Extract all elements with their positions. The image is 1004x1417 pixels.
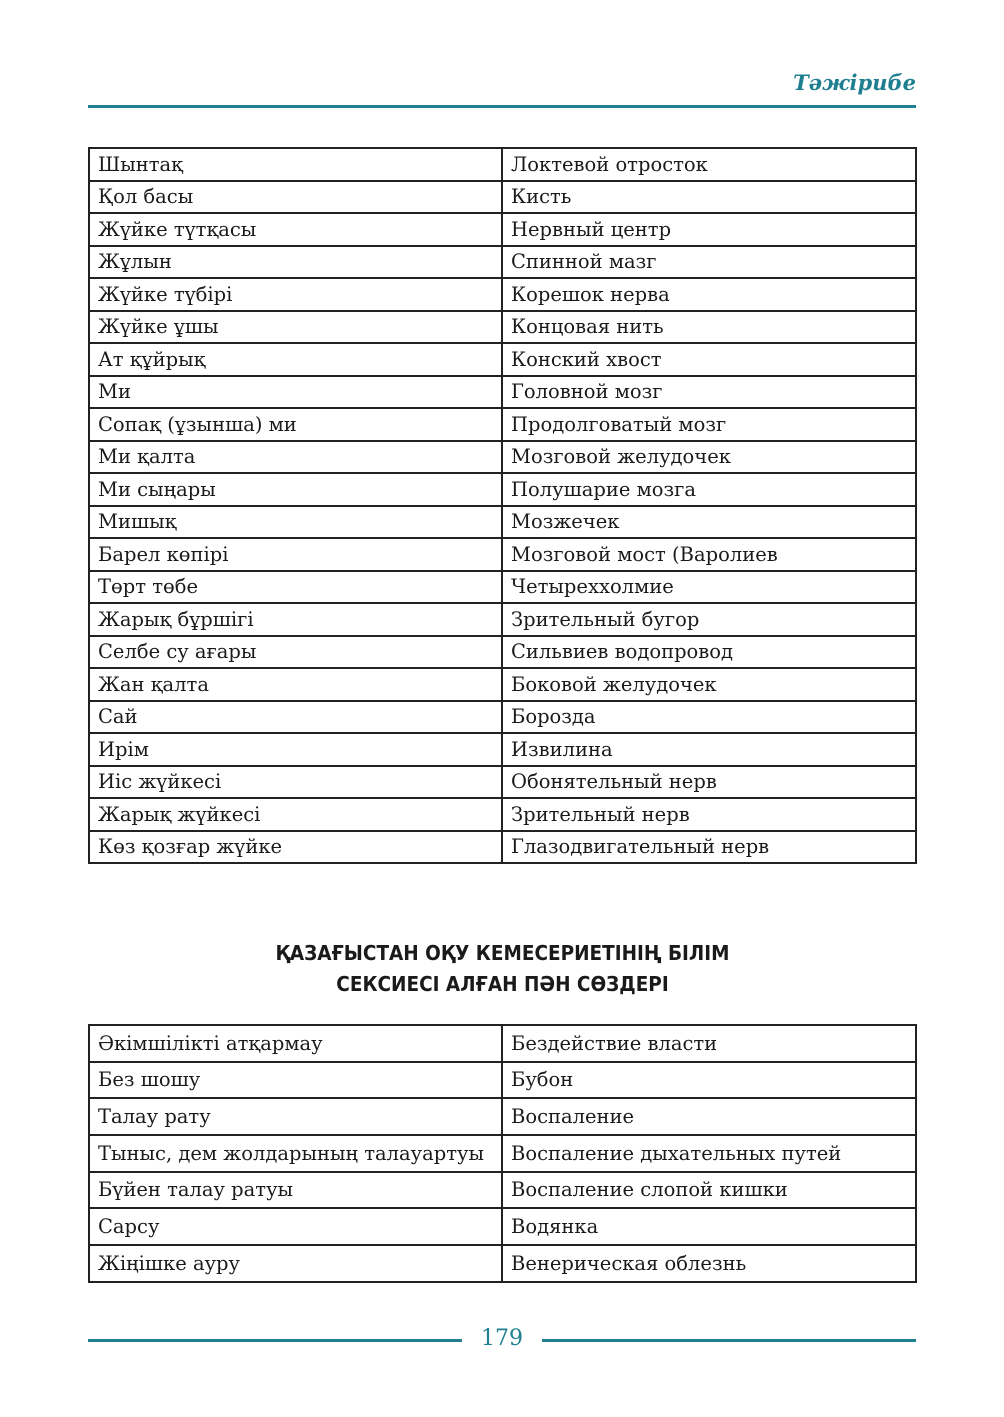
table-row bbox=[89, 1098, 916, 1135]
footer-rule-left bbox=[88, 1339, 462, 1342]
glossary-table-anatomy bbox=[88, 147, 917, 864]
kazakh-term-cell: Ми қалта bbox=[89, 441, 502, 474]
russian-term-cell: Извилина bbox=[502, 733, 916, 766]
kazakh-term-cell: Ми сыңары bbox=[89, 473, 502, 506]
kazakh-term-cell: Жүйке түтқасы bbox=[89, 213, 502, 246]
kazakh-term-cell: Мишық bbox=[89, 506, 502, 539]
russian-term-cell: Боковой желудочек bbox=[502, 668, 916, 701]
russian-term-cell: Конский хвост bbox=[502, 343, 916, 376]
kazakh-term-cell: Тыныс, дем жолдарының талауартуы bbox=[89, 1135, 502, 1172]
table-row bbox=[89, 636, 916, 669]
kazakh-term-cell: Жарық бұршігі bbox=[89, 603, 502, 636]
russian-term-cell: Зрительный нерв bbox=[502, 798, 916, 831]
table-row bbox=[89, 1062, 916, 1099]
table-row bbox=[89, 278, 916, 311]
table-row bbox=[89, 798, 916, 831]
russian-term-cell: Венерическая облезнь bbox=[502, 1245, 916, 1282]
russian-term-cell: Борозда bbox=[502, 701, 916, 734]
section-heading-line-2: СЕКСИЕСІ АЛҒАН ПӘН СӨЗДЕРІ bbox=[336, 972, 669, 996]
kazakh-term-cell: Без шошу bbox=[89, 1062, 502, 1099]
russian-term-cell: Бубон bbox=[502, 1062, 916, 1099]
russian-term-cell: Локтевой отросток bbox=[502, 148, 916, 181]
kazakh-term-cell: Бүйен талау ратуы bbox=[89, 1172, 502, 1209]
russian-term-cell: Концовая нить bbox=[502, 311, 916, 344]
section-heading-line-1: ҚАЗАҒЫСТАН ОҚУ КЕМЕСЕРИЕТІНІҢ БІЛІМ bbox=[275, 941, 730, 965]
table-row bbox=[89, 246, 916, 279]
table-row bbox=[89, 213, 916, 246]
table-row bbox=[89, 571, 916, 604]
kazakh-term-cell: Жан қалта bbox=[89, 668, 502, 701]
russian-term-cell: Четыреххолмие bbox=[502, 571, 916, 604]
section-heading bbox=[129, 938, 875, 1000]
table-row bbox=[89, 343, 916, 376]
table-row bbox=[89, 506, 916, 539]
table-row bbox=[89, 1172, 916, 1209]
kazakh-term-cell: Барел көпірі bbox=[89, 538, 502, 571]
kazakh-term-cell: Жіңішке ауру bbox=[89, 1245, 502, 1282]
russian-term-cell: Мозговой мост (Варолиев bbox=[502, 538, 916, 571]
russian-term-cell: Бездействие власти bbox=[502, 1025, 916, 1062]
russian-term-cell: Воспаление дыхательных путей bbox=[502, 1135, 916, 1172]
table-row bbox=[89, 831, 916, 864]
russian-term-cell: Кисть bbox=[502, 181, 916, 214]
table-row bbox=[89, 1135, 916, 1172]
russian-term-cell: Зрительный бугор bbox=[502, 603, 916, 636]
russian-term-cell: Водянка bbox=[502, 1208, 916, 1245]
kazakh-term-cell: Талау рату bbox=[89, 1098, 502, 1135]
table-row bbox=[89, 376, 916, 409]
russian-term-cell: Продолговатый мозг bbox=[502, 408, 916, 441]
russian-term-cell: Спинной мазг bbox=[502, 246, 916, 279]
kazakh-term-cell: Ми bbox=[89, 376, 502, 409]
table-row bbox=[89, 311, 916, 344]
russian-term-cell: Глазодвигательный нерв bbox=[502, 831, 916, 864]
russian-term-cell: Обонятельный нерв bbox=[502, 766, 916, 799]
table-row bbox=[89, 538, 916, 571]
glossary-table-medical bbox=[88, 1024, 917, 1283]
kazakh-term-cell: Жұлын bbox=[89, 246, 502, 279]
russian-term-cell: Нервный центр bbox=[502, 213, 916, 246]
kazakh-term-cell: Шынтақ bbox=[89, 148, 502, 181]
table-row bbox=[89, 1208, 916, 1245]
kazakh-term-cell: Жүйке түбірі bbox=[89, 278, 502, 311]
table-row bbox=[89, 766, 916, 799]
footer-rule-right bbox=[542, 1339, 916, 1342]
kazakh-term-cell: Ат құйрық bbox=[89, 343, 502, 376]
russian-term-cell: Полушарие мозга bbox=[502, 473, 916, 506]
header-rule bbox=[88, 105, 916, 108]
table-row bbox=[89, 473, 916, 506]
table-row bbox=[89, 701, 916, 734]
kazakh-term-cell: Сопақ (ұзынша) ми bbox=[89, 408, 502, 441]
russian-term-cell: Воспаление слопой кишки bbox=[502, 1172, 916, 1209]
russian-term-cell: Воспаление bbox=[502, 1098, 916, 1135]
kazakh-term-cell: Иіс жүйкесі bbox=[89, 766, 502, 799]
table-row bbox=[89, 148, 916, 181]
table-row bbox=[89, 668, 916, 701]
kazakh-term-cell: Сай bbox=[89, 701, 502, 734]
kazakh-term-cell: Төрт төбе bbox=[89, 571, 502, 604]
running-title: Тәжірибе bbox=[793, 70, 916, 95]
table-row bbox=[89, 603, 916, 636]
table-row bbox=[89, 441, 916, 474]
kazakh-term-cell: Ирім bbox=[89, 733, 502, 766]
russian-term-cell: Головной мозг bbox=[502, 376, 916, 409]
russian-term-cell: Мозжечек bbox=[502, 506, 916, 539]
kazakh-term-cell: Қол басы bbox=[89, 181, 502, 214]
kazakh-term-cell: Жарық жүйкесі bbox=[89, 798, 502, 831]
russian-term-cell: Сильвиев водопровод bbox=[502, 636, 916, 669]
table-row bbox=[89, 1245, 916, 1282]
russian-term-cell: Мозговой желудочек bbox=[502, 441, 916, 474]
table-row bbox=[89, 408, 916, 441]
kazakh-term-cell: Селбе су ағары bbox=[89, 636, 502, 669]
kazakh-term-cell: Сарсу bbox=[89, 1208, 502, 1245]
russian-term-cell: Корешок нерва bbox=[502, 278, 916, 311]
page-number: 179 bbox=[481, 1326, 523, 1351]
kazakh-term-cell: Әкімшілікті атқармау bbox=[89, 1025, 502, 1062]
table-row bbox=[89, 1025, 916, 1062]
kazakh-term-cell: Көз қозғар жүйке bbox=[89, 831, 502, 864]
kazakh-term-cell: Жүйке ұшы bbox=[89, 311, 502, 344]
table-row bbox=[89, 181, 916, 214]
table-row bbox=[89, 733, 916, 766]
